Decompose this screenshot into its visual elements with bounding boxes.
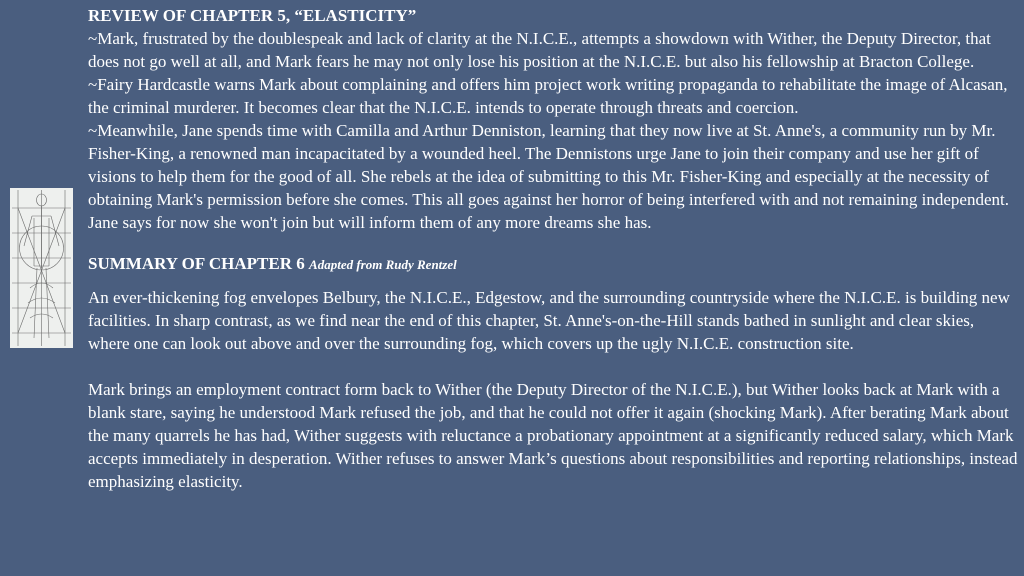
document-body xyxy=(88,4,1018,493)
summary-paragraph: An ever-thickening fog envelopes Belbury, the N.I.C.E., Edgestow, and the surrounding countryside where the N.I.C.E. is building new facilities. In sharp contrast, as we find near the end of this chapter, St. Anne's-on-the-Hill stands bathed in sunlight and clear skies, where one can look out above and over the surrounding fog, which covers up the ugly N.I.C.E. construction site. xyxy=(88,288,1010,353)
review-point: ~Fairy Hardcastle warns Mark about complaining and offers him project work writing propaganda to rehabilitate the image of Alcasan, the criminal murderer. It becomes clear that the N.I.C.E. intends to operate through threats and coercion. xyxy=(88,75,1008,117)
summary-section xyxy=(88,252,1018,493)
summary-heading xyxy=(88,252,1018,276)
summary-attribution: Adapted from Rudy Rentzel xyxy=(309,257,457,272)
summary-paragraph: Mark brings an employment contract form back to Wither (the Deputy Director of the N.I.C.E.), but Wither looks back at Mark with a blank stare, saying he understood Mark refused the job, and that he could not offer it again (shocking Mark). After berating Mark about the many quarrels he has had, Wither suggests with reluctance a probationary appointment at a significantly reduced salary, which Mark accepts immediately in desperation. Wither refuses to answer Mark’s questions about responsibilities and reporting relationships, instead emphasizing elasticity. xyxy=(88,380,1018,491)
human-figure-icon xyxy=(10,188,73,348)
proportion-figure-image xyxy=(10,188,73,348)
summary-title: SUMMARY OF CHAPTER 6 xyxy=(88,254,305,273)
review-point: ~Mark, frustrated by the doublespeak and lack of clarity at the N.I.C.E., attempts a showdown with Wither, the Deputy Director, that does not go well at all, and Mark fears he may not only lose his position at the N.I.C.E. but also his fellowship at Bracton College. xyxy=(88,29,991,71)
review-point: ~Meanwhile, Jane spends time with Camilla and Arthur Denniston, learning that they now live at St. Anne's, a community run by Mr. Fisher-King, a renowned man incapacitated by a wounded heel. The Dennistons urge Jane to join their company and use her gift of visions to help them for the good of all. She rebels at the idea of submitting to this Mr. Fisher-King and especially at the necessity of obtaining Mark's permission before she comes. This all goes against her horror of being interfered with and not remaining independent. Jane says for now she won't join but will inform them of any more dreams she has. xyxy=(88,121,1009,232)
review-section xyxy=(88,4,1018,234)
review-heading: REVIEW OF CHAPTER 5, “ELASTICITY” xyxy=(88,6,417,25)
